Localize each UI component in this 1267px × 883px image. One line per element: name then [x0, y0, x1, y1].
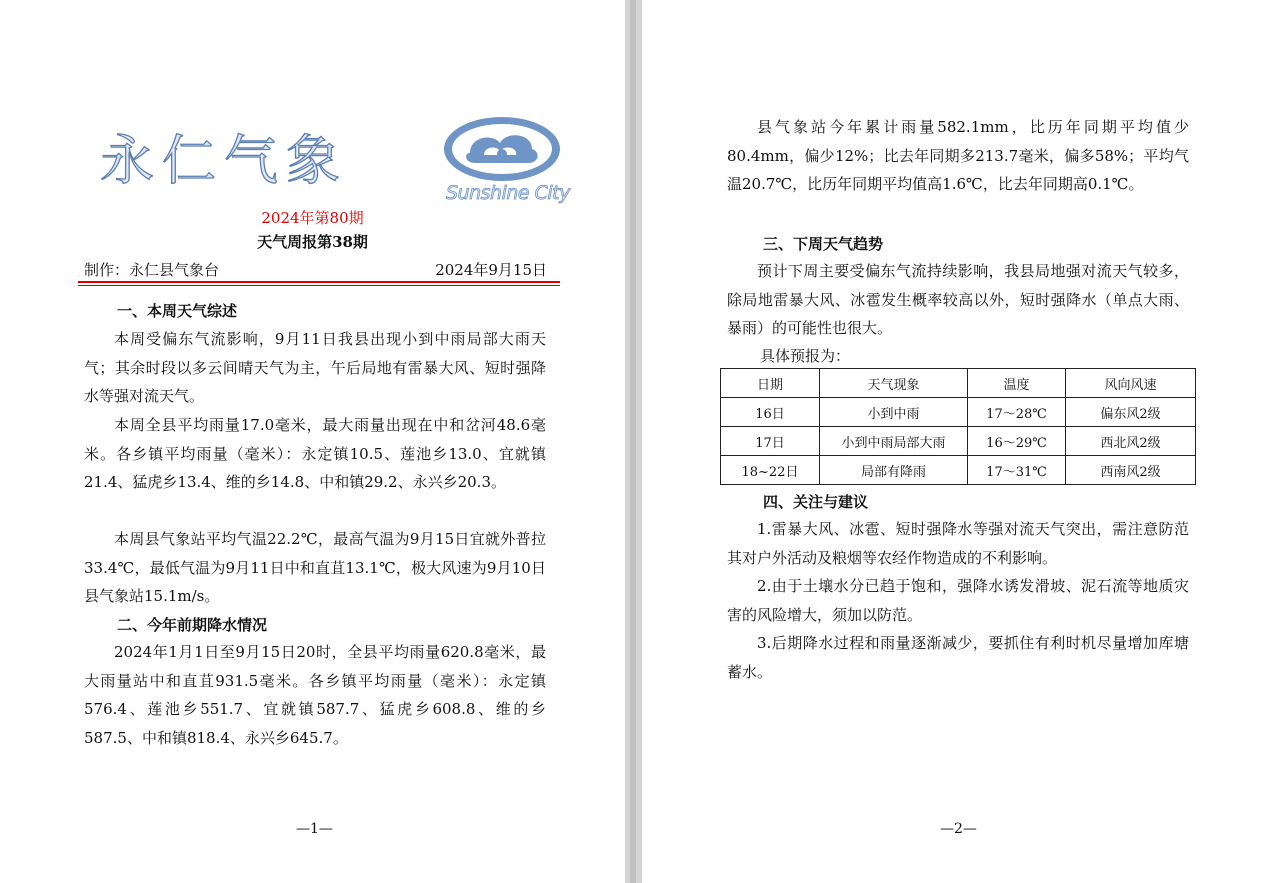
scrollbar[interactable] [630, 0, 636, 883]
table-cell: 西北风2级 [1066, 427, 1196, 456]
section1-paragraph-1: 本周受偏东气流影响，9月11日我县出现小到中雨局部大雨天气；其余时段以多云间晴天气为主，午后局地有雷暴大风、短时强降水等强对流天气。 [84, 330, 546, 406]
table-header-cell: 日期 [721, 369, 820, 398]
section2-paragraph-1: 2024年1月1日至9月15日20时，全县平均雨量620.8毫米，最大雨量站中和直苴931.5毫米。各乡镇平均雨量（毫米）：永定镇576.4、莲池乡551.7、宜就镇587.7、猛虎乡608.8、维的乡587.5、中和镇818.4、永兴乡645.7。 [84, 643, 546, 748]
section2-heading: 二、今年前期降水情况 [117, 616, 268, 634]
table-cell: 局部有降雨 [820, 456, 968, 485]
logo-text: Sunshine City [446, 182, 570, 204]
advice-item-3: 3.后期降水过程和雨量逐渐减少，要抓住有利时机尽量增加库塘蓄水。 [727, 634, 1189, 681]
table-cell: 16～29℃ [968, 427, 1066, 456]
section3-heading: 三、下周天气趋势 [763, 235, 884, 253]
section1-paragraph-2: 本周全县平均雨量17.0毫米，最大雨量出现在中和岔河48.6毫米。各乡镇平均雨量（毫米）：永定镇10.5、莲池乡13.0、宜就镇21.4、猛虎乡13.4、维的乡14.8、中和镇29.2、永兴乡20.3。 [84, 416, 546, 492]
red-divider-thin [78, 285, 560, 286]
issue-number: 2024年第80期 [261, 209, 364, 227]
table-row [721, 456, 1196, 485]
advice-item-1: 1.雷暴大风、冰雹、短时强降水等强对流天气突出，需注意防范其对户外活动及粮烟等农经作物造成的不利影响。 [727, 520, 1189, 567]
table-cell: 17～31℃ [968, 456, 1066, 485]
page-number-1: —1— [296, 821, 333, 837]
page-gutter [625, 0, 642, 883]
table-cell: 17日 [721, 427, 820, 456]
table-row [721, 398, 1196, 427]
forecast-intro: 具体预报为： [760, 347, 851, 365]
table-header-cell: 温度 [968, 369, 1066, 398]
table-header-cell: 天气现象 [820, 369, 968, 398]
table-cell: 17～28℃ [968, 398, 1066, 427]
table-cell: 18~22日 [721, 456, 820, 485]
section1-paragraph-3: 本周县气象站平均气温22.2℃，最高气温为9月15日宜就外普拉33.4℃，最低气温为9月11日中和直苴13.1℃，极大风速为9月10日县气象站15.1m/s。 [84, 530, 546, 606]
table-cell: 16日 [721, 398, 820, 427]
publisher-label: 制作：永仁县气象台 [84, 261, 220, 279]
table-row [721, 427, 1196, 456]
section4-heading: 四、关注与建议 [763, 493, 869, 511]
advice-item-2: 2.由于土壤水分已趋于饱和，强降水诱发滑坡、泥石流等地质灾害的风险增大，须加以防范。 [727, 577, 1189, 624]
report-date: 2024年9月15日 [435, 261, 547, 279]
section3-paragraph-1: 预计下周主要受偏东气流持续影响，我县局地强对流天气较多，除局地雷暴大风、冰雹发生概率较高以外，短时强降水（单点大雨、暴雨）的可能性也很大。 [727, 262, 1189, 338]
table-cell: 小到中雨局部大雨 [820, 427, 968, 456]
section1-heading: 一、本周天气综述 [117, 302, 238, 320]
table-header-cell: 风向风速 [1066, 369, 1196, 398]
forecast-table [720, 368, 1196, 485]
masthead-title: 永仁气象 [100, 129, 348, 192]
page-number-2: —2— [940, 821, 977, 837]
table-cell: 偏东风2级 [1066, 398, 1196, 427]
document-page-1 [0, 0, 625, 883]
table-header-row [721, 369, 1196, 398]
section2-paragraph-2: 县气象站今年累计雨量582.1mm，比历年同期平均值少80.4mm，偏少12%；比去年同期多213.7毫米，偏多58%；平均气温20.7℃，比历年同期平均值高1.6℃，比去年同期高0.1℃。 [727, 118, 1189, 194]
table-cell: 西南风2级 [1066, 456, 1196, 485]
report-subtitle: 天气周报第38期 [257, 233, 368, 251]
red-divider-thick [78, 281, 560, 283]
table-cell: 小到中雨 [820, 398, 968, 427]
